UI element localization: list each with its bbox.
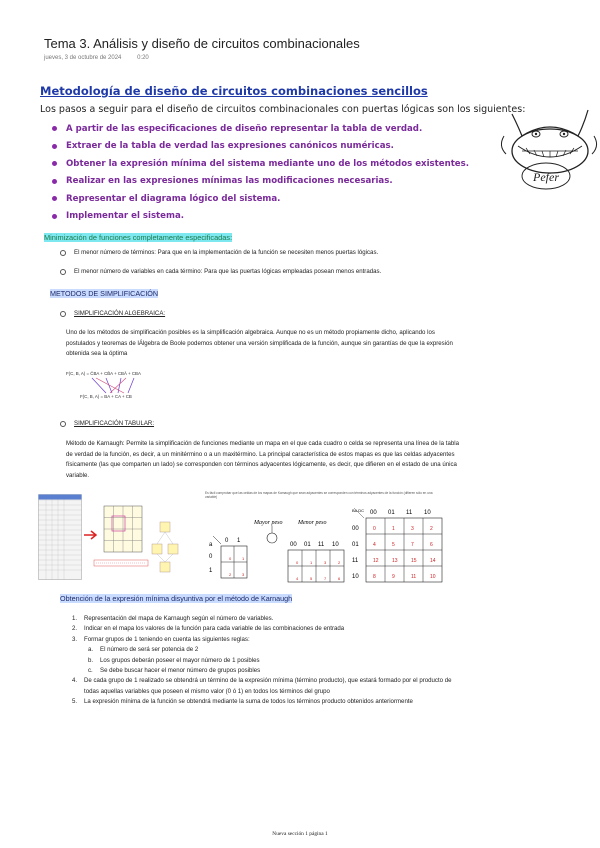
bullet-icon [60, 421, 66, 427]
kmap-cell-value: 4 [296, 576, 299, 581]
list-item: 1. Representación del mapa de Karnaugh según el número de variables. [72, 615, 274, 622]
kmap-col-label: 01 [304, 542, 311, 548]
handwritten-label: Mayor peso [254, 520, 283, 526]
kmap-col-label: 11 [318, 542, 325, 548]
kmap-col-label: 00 [370, 510, 377, 516]
kmap-var-label: a [209, 542, 213, 548]
kmap-caption: Es fácil comprobar que las celdas de los mapas de Karnaugh que sean adyacentes se corresponden con términos adyacentes de la función (difieren sólo en una variable) [205, 491, 433, 499]
kmap-cell-value: 11 [411, 574, 417, 580]
kmap-cell-value: 10 [430, 574, 436, 580]
signature-text: Pefer [533, 170, 559, 184]
kmap-col-label: 00 [290, 542, 297, 548]
kmap-cell-value: 0 [229, 556, 232, 561]
kmap-cell-value: 3 [411, 526, 414, 532]
kmap-col-label: 0 [225, 538, 229, 544]
kmap-col-label: 11 [406, 510, 413, 516]
bullet-icon [60, 311, 66, 317]
arrow-right-icon [84, 530, 98, 540]
intro-text: Los pasos a seguir para el diseño de circuitos combinacionales con puertas lógicas son los siguientes: [40, 104, 526, 115]
algebraic-paragraph: Uno de los métodos de simplificación posibles es la simplificación algebraica. Aunque no es un método propiamente dicho, aplicando los postulados y teoremas de lÁlgebra de Boole podemos obtener una versión simplificada de la función, aunque sin garantías de que la expresión obtenida sea la óptima [66, 329, 453, 358]
caption-thumbnail [92, 556, 152, 572]
list-item: Obtener la expresión mínima del sistema mediante uno de los métodos existentes. [52, 155, 469, 173]
kmap-cell-value: 1 [310, 560, 313, 565]
list-item: El menor número de términos: Para que en la implementación de la función se necesiten menos puertas lógicas. [60, 249, 378, 256]
karnaugh-steps-list [68, 614, 458, 708]
kmap-cell-value: 6 [430, 542, 433, 548]
kmap-cell-value: 7 [411, 542, 414, 548]
signature-drawing [520, 160, 576, 192]
kmap-col-label: 01 [388, 510, 395, 516]
kmap-thumbnail [98, 500, 144, 556]
list-item: A partir de las especificaciones de diseño representar la tabla de verdad. [52, 120, 469, 138]
kmap-3var [252, 510, 348, 586]
cube-diagram-thumbnail [150, 520, 186, 576]
kmap-2var [205, 530, 251, 582]
kmap-cell-value: 1 [392, 526, 395, 532]
kmap-4var [350, 506, 446, 584]
section-heading: Metodología de diseño de circuitos combinaciones sencillos [40, 84, 428, 98]
list-item: 5. La expresión mínima de la función se obtendrá mediante la suma de todos los términos producto obtenidos anteriormente [72, 698, 413, 706]
karnaugh-steps-heading: Obtención de la expresión mínima disyuntiva por el método de Karnaugh [60, 594, 293, 603]
formula-arrows [66, 376, 156, 396]
list-item: 2. Indicar en el mapa los valores de la función para cada variable de las combinaciones de entrada [72, 625, 345, 633]
bullet-icon [52, 179, 57, 184]
kmap-cell-value: 3 [324, 560, 327, 565]
page-date [44, 55, 163, 61]
kmap-cell-value: 9 [392, 574, 395, 580]
methods-heading: METODOS DE SIMPLIFICACIÓN [50, 289, 159, 298]
kmap-corner-label: BA DC [352, 508, 365, 513]
kmap-cell-value: 0 [296, 560, 299, 565]
list-item: Extraer de la tabla de verdad las expresiones canónicos numéricas. [52, 138, 469, 156]
list-item: Representar el diagrama lógico del sistema. [52, 190, 469, 208]
list-item: 4. De cada grupo de 1 realizado se obtendrá un término de la expresión mínima (término producto), que estará formado por el producto de todas aquellas variables que poseen el mismo valor (0 ó 1) en todos los términos del grupo [72, 677, 452, 695]
kmap-cell-value: 5 [392, 542, 395, 548]
date-text: jueves, 3 de octubre de 2024 [44, 55, 122, 61]
kmap-cell-value: 2 [229, 572, 232, 577]
page-title: Tema 3. Análisis y diseño de circuitos combinacionales [44, 36, 360, 51]
kmap-row-label: 1 [209, 568, 213, 574]
kmap-cell-value: 14 [430, 558, 436, 564]
list-item: 3. Formar grupos de 1 teniendo en cuenta las siguientes reglas: [72, 635, 250, 643]
bullet-icon [52, 161, 57, 166]
kmap-cell-value: 12 [373, 558, 379, 564]
list-item: c. Se debe buscar hacer el menor número de grupos posibles [88, 667, 261, 675]
bullet-icon [52, 144, 57, 149]
tabular-paragraph: Método de Karnaugh: Permite la simplificación de funciones mediante un mapa en el que cada cuadro o celda se representa una línea de la tabla de verdad de la función, es decir, a un minitérmino o a un maxitérmino. La principal característica de estos mapas es que las celdas adyacentes físicamente (las que comparten un lado) se corresponden con términos adyacentes lógicamente, es decir, que difieren en el estado de una única variable. [66, 440, 459, 479]
tabular-subheading: SIMPLIFICACIÓN TABULAR: [60, 420, 154, 427]
list-item: El menor número de variables en cada término: Para que las puertas lógicas empleadas posean menos entradas. [60, 268, 381, 275]
kmap-cell-value: 6 [338, 576, 341, 581]
kmap-row-label: 0 [209, 554, 213, 560]
kmap-row-label: 11 [352, 558, 359, 564]
kmap-cell-value: 7 [324, 576, 327, 581]
kmap-cell-value: 8 [373, 574, 376, 580]
kmap-row-label: 00 [352, 526, 359, 532]
kmap-cell-value: 13 [392, 558, 398, 564]
time-text: 0:20 [137, 55, 149, 61]
kmap-col-label: 1 [237, 538, 241, 544]
bullet-icon [52, 126, 57, 131]
kmap-col-label: 10 [332, 542, 339, 548]
bullet-icon [52, 196, 57, 201]
kmap-cell-value: 1 [242, 556, 245, 561]
bullet-icon [60, 250, 66, 256]
kmap-cell-value: 0 [373, 526, 376, 532]
kmap-row-label: 10 [352, 574, 359, 580]
kmap-cell-value: 15 [411, 558, 417, 564]
list-item: a. El número de será ser potencia de 2 [88, 646, 199, 654]
kmap-cell-value: 2 [430, 526, 433, 532]
page-footer: Nueva sección 1 página 1 [272, 831, 328, 837]
kmap-cell-value: 5 [310, 576, 313, 581]
algebraic-subheading: SIMPLIFICACIÓN ALGEBRAICA: [60, 310, 165, 317]
kmap-cell-value: 2 [338, 560, 341, 565]
minimization-heading: Minimización de funciones completamente especificadas: [44, 233, 233, 242]
truth-table-thumbnail [38, 494, 82, 580]
formula-original: F(C, B, A) = C̄BA + CB̄A + CBĀ + CBA [66, 371, 141, 376]
bullet-icon [60, 269, 66, 275]
formula-simplified: F(C, B, A) = BA + CA + CB [80, 394, 132, 399]
kmap-row-label: 01 [352, 542, 359, 548]
list-item: b. Los grupos deberán poseer el mayor número de 1 posibles [88, 656, 260, 664]
list-item: Implementar el sistema. [52, 208, 469, 226]
list-item: Realizar en las expresiones mínimas las modificaciones necesarias. [52, 173, 469, 191]
handwritten-label: Menor peso [298, 520, 327, 526]
kmap-col-label: 10 [424, 510, 431, 516]
design-steps-list [52, 120, 469, 225]
kmap-cell-value: 4 [373, 542, 376, 548]
bullet-icon [52, 214, 57, 219]
kmap-cell-value: 3 [242, 572, 245, 577]
